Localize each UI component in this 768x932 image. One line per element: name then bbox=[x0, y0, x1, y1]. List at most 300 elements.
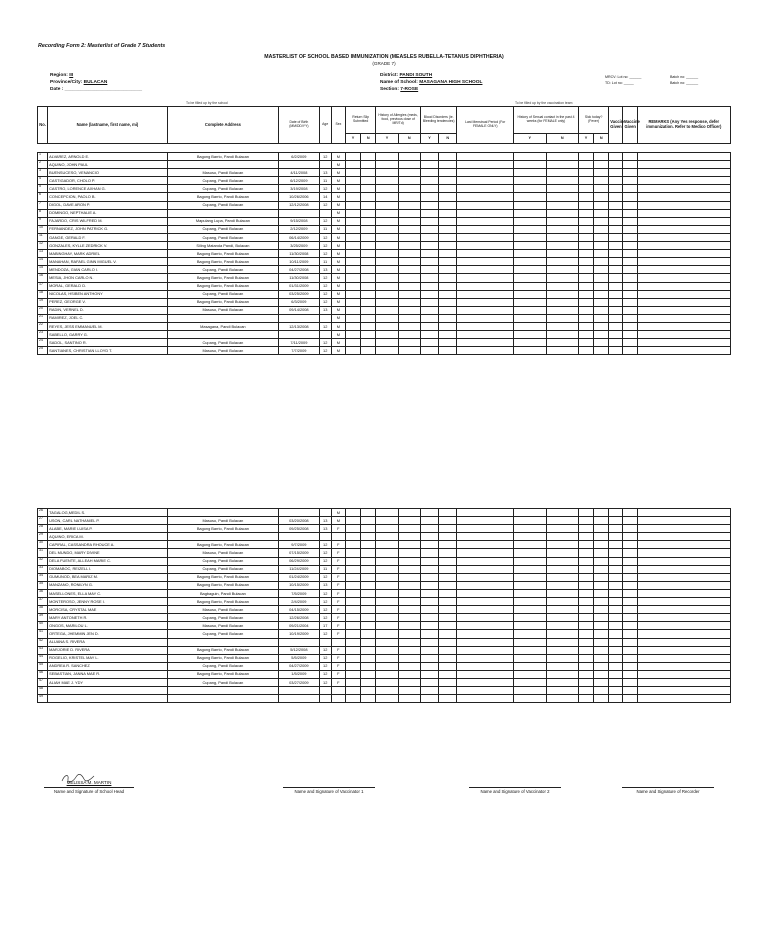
entry-cell[interactable] bbox=[514, 314, 546, 322]
entry-cell[interactable] bbox=[398, 509, 420, 517]
entry-cell[interactable] bbox=[623, 646, 637, 654]
entry-cell[interactable] bbox=[609, 630, 623, 638]
entry-cell[interactable] bbox=[514, 331, 546, 339]
entry-cell[interactable] bbox=[420, 153, 438, 161]
entry-cell[interactable] bbox=[578, 201, 593, 209]
entry-cell[interactable] bbox=[546, 573, 578, 581]
entry-cell[interactable] bbox=[439, 670, 457, 678]
entry-cell[interactable] bbox=[609, 589, 623, 597]
entry-cell[interactable] bbox=[637, 598, 730, 606]
entry-cell[interactable] bbox=[439, 638, 457, 646]
entry-cell[interactable] bbox=[623, 565, 637, 573]
entry-cell[interactable] bbox=[578, 654, 593, 662]
entry-cell[interactable] bbox=[594, 670, 609, 678]
entry-cell[interactable] bbox=[439, 274, 457, 282]
entry-cell[interactable] bbox=[594, 687, 609, 695]
entry-cell[interactable] bbox=[439, 509, 457, 517]
entry-cell[interactable] bbox=[594, 209, 609, 217]
entry-cell[interactable] bbox=[376, 670, 398, 678]
entry-cell[interactable] bbox=[420, 193, 438, 201]
entry-cell[interactable] bbox=[637, 153, 730, 161]
entry-cell[interactable] bbox=[637, 606, 730, 614]
entry-cell[interactable] bbox=[609, 314, 623, 322]
entry-cell[interactable] bbox=[457, 290, 514, 298]
entry-cell[interactable] bbox=[623, 306, 637, 314]
entry-cell[interactable] bbox=[623, 541, 637, 549]
entry-cell[interactable] bbox=[439, 557, 457, 565]
entry-cell[interactable] bbox=[420, 225, 438, 233]
entry-cell[interactable] bbox=[361, 193, 376, 201]
entry-cell[interactable] bbox=[398, 298, 420, 306]
entry-cell[interactable] bbox=[514, 662, 546, 670]
entry-cell[interactable] bbox=[398, 517, 420, 525]
entry-cell[interactable] bbox=[609, 209, 623, 217]
entry-cell[interactable] bbox=[398, 347, 420, 355]
entry-cell[interactable] bbox=[439, 242, 457, 250]
entry-cell[interactable] bbox=[623, 622, 637, 630]
entry-cell[interactable] bbox=[594, 533, 609, 541]
entry-cell[interactable] bbox=[361, 646, 376, 654]
entry-cell[interactable] bbox=[361, 517, 376, 525]
entry-cell[interactable] bbox=[609, 306, 623, 314]
entry-cell[interactable] bbox=[345, 662, 360, 670]
entry-cell[interactable] bbox=[594, 282, 609, 290]
entry-cell[interactable] bbox=[361, 242, 376, 250]
entry-cell[interactable] bbox=[457, 347, 514, 355]
entry-cell[interactable] bbox=[578, 646, 593, 654]
entry-cell[interactable] bbox=[637, 177, 730, 185]
entry-cell[interactable] bbox=[361, 549, 376, 557]
entry-cell[interactable] bbox=[637, 638, 730, 646]
entry-cell[interactable] bbox=[439, 322, 457, 330]
entry-cell[interactable] bbox=[457, 169, 514, 177]
entry-cell[interactable] bbox=[376, 306, 398, 314]
entry-cell[interactable] bbox=[361, 185, 376, 193]
entry-cell[interactable] bbox=[546, 306, 578, 314]
entry-cell[interactable] bbox=[345, 193, 360, 201]
entry-cell[interactable] bbox=[398, 549, 420, 557]
entry-cell[interactable] bbox=[420, 678, 438, 686]
entry-cell[interactable] bbox=[457, 606, 514, 614]
entry-cell[interactable] bbox=[637, 630, 730, 638]
entry-cell[interactable] bbox=[546, 266, 578, 274]
entry-cell[interactable] bbox=[361, 306, 376, 314]
entry-cell[interactable] bbox=[361, 339, 376, 347]
entry-cell[interactable] bbox=[439, 541, 457, 549]
entry-cell[interactable] bbox=[514, 549, 546, 557]
entry-cell[interactable] bbox=[637, 201, 730, 209]
entry-cell[interactable] bbox=[609, 695, 623, 703]
entry-cell[interactable] bbox=[398, 217, 420, 225]
entry-cell[interactable] bbox=[345, 225, 360, 233]
entry-cell[interactable] bbox=[637, 233, 730, 241]
entry-cell[interactable] bbox=[594, 678, 609, 686]
entry-cell[interactable] bbox=[345, 290, 360, 298]
entry-cell[interactable] bbox=[578, 541, 593, 549]
entry-cell[interactable] bbox=[578, 638, 593, 646]
entry-cell[interactable] bbox=[594, 242, 609, 250]
entry-cell[interactable] bbox=[594, 622, 609, 630]
entry-cell[interactable] bbox=[398, 622, 420, 630]
entry-cell[interactable] bbox=[361, 250, 376, 258]
entry-cell[interactable] bbox=[457, 331, 514, 339]
entry-cell[interactable] bbox=[623, 654, 637, 662]
entry-cell[interactable] bbox=[420, 290, 438, 298]
entry-cell[interactable] bbox=[623, 581, 637, 589]
entry-cell[interactable] bbox=[398, 314, 420, 322]
entry-cell[interactable] bbox=[398, 266, 420, 274]
entry-cell[interactable] bbox=[514, 282, 546, 290]
entry-cell[interactable] bbox=[361, 509, 376, 517]
entry-cell[interactable] bbox=[376, 258, 398, 266]
entry-cell[interactable] bbox=[361, 557, 376, 565]
entry-cell[interactable] bbox=[546, 630, 578, 638]
entry-cell[interactable] bbox=[637, 217, 730, 225]
entry-cell[interactable] bbox=[420, 314, 438, 322]
entry-cell[interactable] bbox=[514, 630, 546, 638]
entry-cell[interactable] bbox=[398, 638, 420, 646]
entry-cell[interactable] bbox=[594, 225, 609, 233]
entry-cell[interactable] bbox=[546, 290, 578, 298]
entry-cell[interactable] bbox=[546, 217, 578, 225]
entry-cell[interactable] bbox=[376, 630, 398, 638]
entry-cell[interactable] bbox=[361, 598, 376, 606]
entry-cell[interactable] bbox=[594, 322, 609, 330]
entry-cell[interactable] bbox=[578, 581, 593, 589]
entry-cell[interactable] bbox=[546, 662, 578, 670]
entry-cell[interactable] bbox=[361, 233, 376, 241]
entry-cell[interactable] bbox=[361, 687, 376, 695]
entry-cell[interactable] bbox=[594, 573, 609, 581]
entry-cell[interactable] bbox=[514, 678, 546, 686]
entry-cell[interactable] bbox=[514, 274, 546, 282]
entry-cell[interactable] bbox=[398, 614, 420, 622]
entry-cell[interactable] bbox=[420, 266, 438, 274]
entry-cell[interactable] bbox=[546, 638, 578, 646]
entry-cell[interactable] bbox=[594, 258, 609, 266]
entry-cell[interactable] bbox=[546, 622, 578, 630]
entry-cell[interactable] bbox=[439, 266, 457, 274]
entry-cell[interactable] bbox=[420, 687, 438, 695]
entry-cell[interactable] bbox=[514, 177, 546, 185]
entry-cell[interactable] bbox=[457, 581, 514, 589]
entry-cell[interactable] bbox=[609, 347, 623, 355]
entry-cell[interactable] bbox=[546, 517, 578, 525]
entry-cell[interactable] bbox=[457, 670, 514, 678]
entry-cell[interactable] bbox=[623, 670, 637, 678]
entry-cell[interactable] bbox=[457, 339, 514, 347]
entry-cell[interactable] bbox=[398, 606, 420, 614]
entry-cell[interactable] bbox=[594, 589, 609, 597]
entry-cell[interactable] bbox=[457, 573, 514, 581]
entry-cell[interactable] bbox=[398, 282, 420, 290]
entry-cell[interactable] bbox=[361, 282, 376, 290]
entry-cell[interactable] bbox=[398, 541, 420, 549]
entry-cell[interactable] bbox=[376, 242, 398, 250]
entry-cell[interactable] bbox=[376, 614, 398, 622]
entry-cell[interactable] bbox=[514, 670, 546, 678]
entry-cell[interactable] bbox=[609, 525, 623, 533]
entry-cell[interactable] bbox=[345, 622, 360, 630]
entry-cell[interactable] bbox=[609, 225, 623, 233]
entry-cell[interactable] bbox=[376, 687, 398, 695]
entry-cell[interactable] bbox=[420, 169, 438, 177]
entry-cell[interactable] bbox=[609, 177, 623, 185]
entry-cell[interactable] bbox=[514, 201, 546, 209]
entry-cell[interactable] bbox=[457, 225, 514, 233]
entry-cell[interactable] bbox=[420, 217, 438, 225]
entry-cell[interactable] bbox=[439, 250, 457, 258]
entry-cell[interactable] bbox=[361, 541, 376, 549]
entry-cell[interactable] bbox=[361, 622, 376, 630]
entry-cell[interactable] bbox=[609, 557, 623, 565]
entry-cell[interactable] bbox=[594, 581, 609, 589]
entry-cell[interactable] bbox=[546, 258, 578, 266]
entry-cell[interactable] bbox=[578, 314, 593, 322]
entry-cell[interactable] bbox=[345, 233, 360, 241]
entry-cell[interactable] bbox=[623, 549, 637, 557]
entry-cell[interactable] bbox=[546, 209, 578, 217]
entry-cell[interactable] bbox=[420, 347, 438, 355]
entry-cell[interactable] bbox=[546, 347, 578, 355]
entry-cell[interactable] bbox=[457, 322, 514, 330]
entry-cell[interactable] bbox=[376, 282, 398, 290]
entry-cell[interactable] bbox=[345, 565, 360, 573]
entry-cell[interactable] bbox=[398, 339, 420, 347]
entry-cell[interactable] bbox=[457, 298, 514, 306]
entry-cell[interactable] bbox=[637, 347, 730, 355]
entry-cell[interactable] bbox=[345, 161, 360, 169]
entry-cell[interactable] bbox=[578, 233, 593, 241]
entry-cell[interactable] bbox=[546, 695, 578, 703]
entry-cell[interactable] bbox=[609, 331, 623, 339]
entry-cell[interactable] bbox=[361, 525, 376, 533]
entry-cell[interactable] bbox=[457, 598, 514, 606]
entry-cell[interactable] bbox=[623, 606, 637, 614]
entry-cell[interactable] bbox=[514, 217, 546, 225]
entry-cell[interactable] bbox=[594, 250, 609, 258]
entry-cell[interactable] bbox=[609, 622, 623, 630]
entry-cell[interactable] bbox=[420, 614, 438, 622]
entry-cell[interactable] bbox=[637, 331, 730, 339]
entry-cell[interactable] bbox=[439, 654, 457, 662]
entry-cell[interactable] bbox=[420, 185, 438, 193]
entry-cell[interactable] bbox=[578, 606, 593, 614]
entry-cell[interactable] bbox=[594, 638, 609, 646]
entry-cell[interactable] bbox=[345, 153, 360, 161]
entry-cell[interactable] bbox=[594, 565, 609, 573]
entry-cell[interactable] bbox=[514, 614, 546, 622]
entry-cell[interactable] bbox=[439, 606, 457, 614]
entry-cell[interactable] bbox=[345, 541, 360, 549]
entry-cell[interactable] bbox=[376, 347, 398, 355]
entry-cell[interactable] bbox=[345, 695, 360, 703]
entry-cell[interactable] bbox=[623, 662, 637, 670]
entry-cell[interactable] bbox=[594, 646, 609, 654]
entry-cell[interactable] bbox=[594, 201, 609, 209]
entry-cell[interactable] bbox=[609, 565, 623, 573]
entry-cell[interactable] bbox=[594, 598, 609, 606]
entry-cell[interactable] bbox=[457, 233, 514, 241]
entry-cell[interactable] bbox=[594, 549, 609, 557]
entry-cell[interactable] bbox=[361, 678, 376, 686]
entry-cell[interactable] bbox=[609, 541, 623, 549]
entry-cell[interactable] bbox=[457, 517, 514, 525]
entry-cell[interactable] bbox=[345, 630, 360, 638]
entry-cell[interactable] bbox=[439, 533, 457, 541]
entry-cell[interactable] bbox=[420, 533, 438, 541]
entry-cell[interactable] bbox=[376, 201, 398, 209]
entry-cell[interactable] bbox=[594, 662, 609, 670]
entry-cell[interactable] bbox=[439, 589, 457, 597]
entry-cell[interactable] bbox=[546, 533, 578, 541]
entry-cell[interactable] bbox=[514, 290, 546, 298]
entry-cell[interactable] bbox=[594, 614, 609, 622]
entry-cell[interactable] bbox=[376, 290, 398, 298]
entry-cell[interactable] bbox=[623, 298, 637, 306]
entry-cell[interactable] bbox=[637, 517, 730, 525]
entry-cell[interactable] bbox=[594, 185, 609, 193]
entry-cell[interactable] bbox=[609, 581, 623, 589]
entry-cell[interactable] bbox=[546, 193, 578, 201]
entry-cell[interactable] bbox=[578, 573, 593, 581]
entry-cell[interactable] bbox=[420, 250, 438, 258]
entry-cell[interactable] bbox=[623, 687, 637, 695]
entry-cell[interactable] bbox=[376, 533, 398, 541]
entry-cell[interactable] bbox=[623, 209, 637, 217]
entry-cell[interactable] bbox=[637, 258, 730, 266]
entry-cell[interactable] bbox=[398, 225, 420, 233]
entry-cell[interactable] bbox=[609, 509, 623, 517]
entry-cell[interactable] bbox=[439, 614, 457, 622]
entry-cell[interactable] bbox=[361, 331, 376, 339]
entry-cell[interactable] bbox=[546, 614, 578, 622]
entry-cell[interactable] bbox=[514, 517, 546, 525]
entry-cell[interactable] bbox=[578, 614, 593, 622]
entry-cell[interactable] bbox=[345, 614, 360, 622]
entry-cell[interactable] bbox=[345, 549, 360, 557]
entry-cell[interactable] bbox=[457, 678, 514, 686]
entry-cell[interactable] bbox=[420, 298, 438, 306]
entry-cell[interactable] bbox=[398, 573, 420, 581]
entry-cell[interactable] bbox=[578, 678, 593, 686]
entry-cell[interactable] bbox=[376, 525, 398, 533]
entry-cell[interactable] bbox=[420, 670, 438, 678]
entry-cell[interactable] bbox=[609, 606, 623, 614]
entry-cell[interactable] bbox=[345, 573, 360, 581]
entry-cell[interactable] bbox=[578, 306, 593, 314]
entry-cell[interactable] bbox=[457, 549, 514, 557]
entry-cell[interactable] bbox=[420, 525, 438, 533]
entry-cell[interactable] bbox=[514, 581, 546, 589]
entry-cell[interactable] bbox=[594, 339, 609, 347]
entry-cell[interactable] bbox=[361, 209, 376, 217]
entry-cell[interactable] bbox=[578, 298, 593, 306]
entry-cell[interactable] bbox=[345, 314, 360, 322]
entry-cell[interactable] bbox=[578, 266, 593, 274]
entry-cell[interactable] bbox=[637, 678, 730, 686]
entry-cell[interactable] bbox=[609, 339, 623, 347]
entry-cell[interactable] bbox=[623, 169, 637, 177]
entry-cell[interactable] bbox=[609, 169, 623, 177]
entry-cell[interactable] bbox=[457, 185, 514, 193]
entry-cell[interactable] bbox=[420, 517, 438, 525]
entry-cell[interactable] bbox=[594, 298, 609, 306]
entry-cell[interactable] bbox=[457, 314, 514, 322]
entry-cell[interactable] bbox=[361, 638, 376, 646]
entry-cell[interactable] bbox=[514, 589, 546, 597]
entry-cell[interactable] bbox=[439, 630, 457, 638]
entry-cell[interactable] bbox=[376, 678, 398, 686]
entry-cell[interactable] bbox=[361, 581, 376, 589]
entry-cell[interactable] bbox=[578, 557, 593, 565]
entry-cell[interactable] bbox=[546, 678, 578, 686]
entry-cell[interactable] bbox=[546, 339, 578, 347]
entry-cell[interactable] bbox=[361, 630, 376, 638]
entry-cell[interactable] bbox=[546, 185, 578, 193]
entry-cell[interactable] bbox=[376, 573, 398, 581]
entry-cell[interactable] bbox=[594, 177, 609, 185]
entry-cell[interactable] bbox=[376, 322, 398, 330]
entry-cell[interactable] bbox=[376, 153, 398, 161]
entry-cell[interactable] bbox=[420, 646, 438, 654]
entry-cell[interactable] bbox=[594, 557, 609, 565]
entry-cell[interactable] bbox=[376, 662, 398, 670]
entry-cell[interactable] bbox=[637, 322, 730, 330]
entry-cell[interactable] bbox=[623, 274, 637, 282]
entry-cell[interactable] bbox=[345, 274, 360, 282]
entry-cell[interactable] bbox=[623, 630, 637, 638]
entry-cell[interactable] bbox=[637, 654, 730, 662]
entry-cell[interactable] bbox=[398, 274, 420, 282]
entry-cell[interactable] bbox=[398, 525, 420, 533]
entry-cell[interactable] bbox=[361, 573, 376, 581]
entry-cell[interactable] bbox=[546, 670, 578, 678]
entry-cell[interactable] bbox=[376, 233, 398, 241]
entry-cell[interactable] bbox=[420, 177, 438, 185]
entry-cell[interactable] bbox=[594, 233, 609, 241]
entry-cell[interactable] bbox=[578, 225, 593, 233]
entry-cell[interactable] bbox=[376, 695, 398, 703]
entry-cell[interactable] bbox=[546, 242, 578, 250]
entry-cell[interactable] bbox=[376, 339, 398, 347]
entry-cell[interactable] bbox=[420, 161, 438, 169]
entry-cell[interactable] bbox=[514, 266, 546, 274]
entry-cell[interactable] bbox=[345, 201, 360, 209]
entry-cell[interactable] bbox=[594, 314, 609, 322]
entry-cell[interactable] bbox=[578, 258, 593, 266]
entry-cell[interactable] bbox=[457, 161, 514, 169]
entry-cell[interactable] bbox=[609, 266, 623, 274]
entry-cell[interactable] bbox=[345, 250, 360, 258]
entry-cell[interactable] bbox=[345, 509, 360, 517]
entry-cell[interactable] bbox=[361, 258, 376, 266]
entry-cell[interactable] bbox=[376, 654, 398, 662]
entry-cell[interactable] bbox=[457, 541, 514, 549]
entry-cell[interactable] bbox=[345, 670, 360, 678]
entry-cell[interactable] bbox=[398, 678, 420, 686]
entry-cell[interactable] bbox=[623, 695, 637, 703]
entry-cell[interactable] bbox=[623, 517, 637, 525]
entry-cell[interactable] bbox=[457, 266, 514, 274]
entry-cell[interactable] bbox=[361, 225, 376, 233]
entry-cell[interactable] bbox=[514, 169, 546, 177]
entry-cell[interactable] bbox=[546, 177, 578, 185]
entry-cell[interactable] bbox=[609, 282, 623, 290]
entry-cell[interactable] bbox=[637, 509, 730, 517]
entry-cell[interactable] bbox=[609, 654, 623, 662]
entry-cell[interactable] bbox=[623, 678, 637, 686]
